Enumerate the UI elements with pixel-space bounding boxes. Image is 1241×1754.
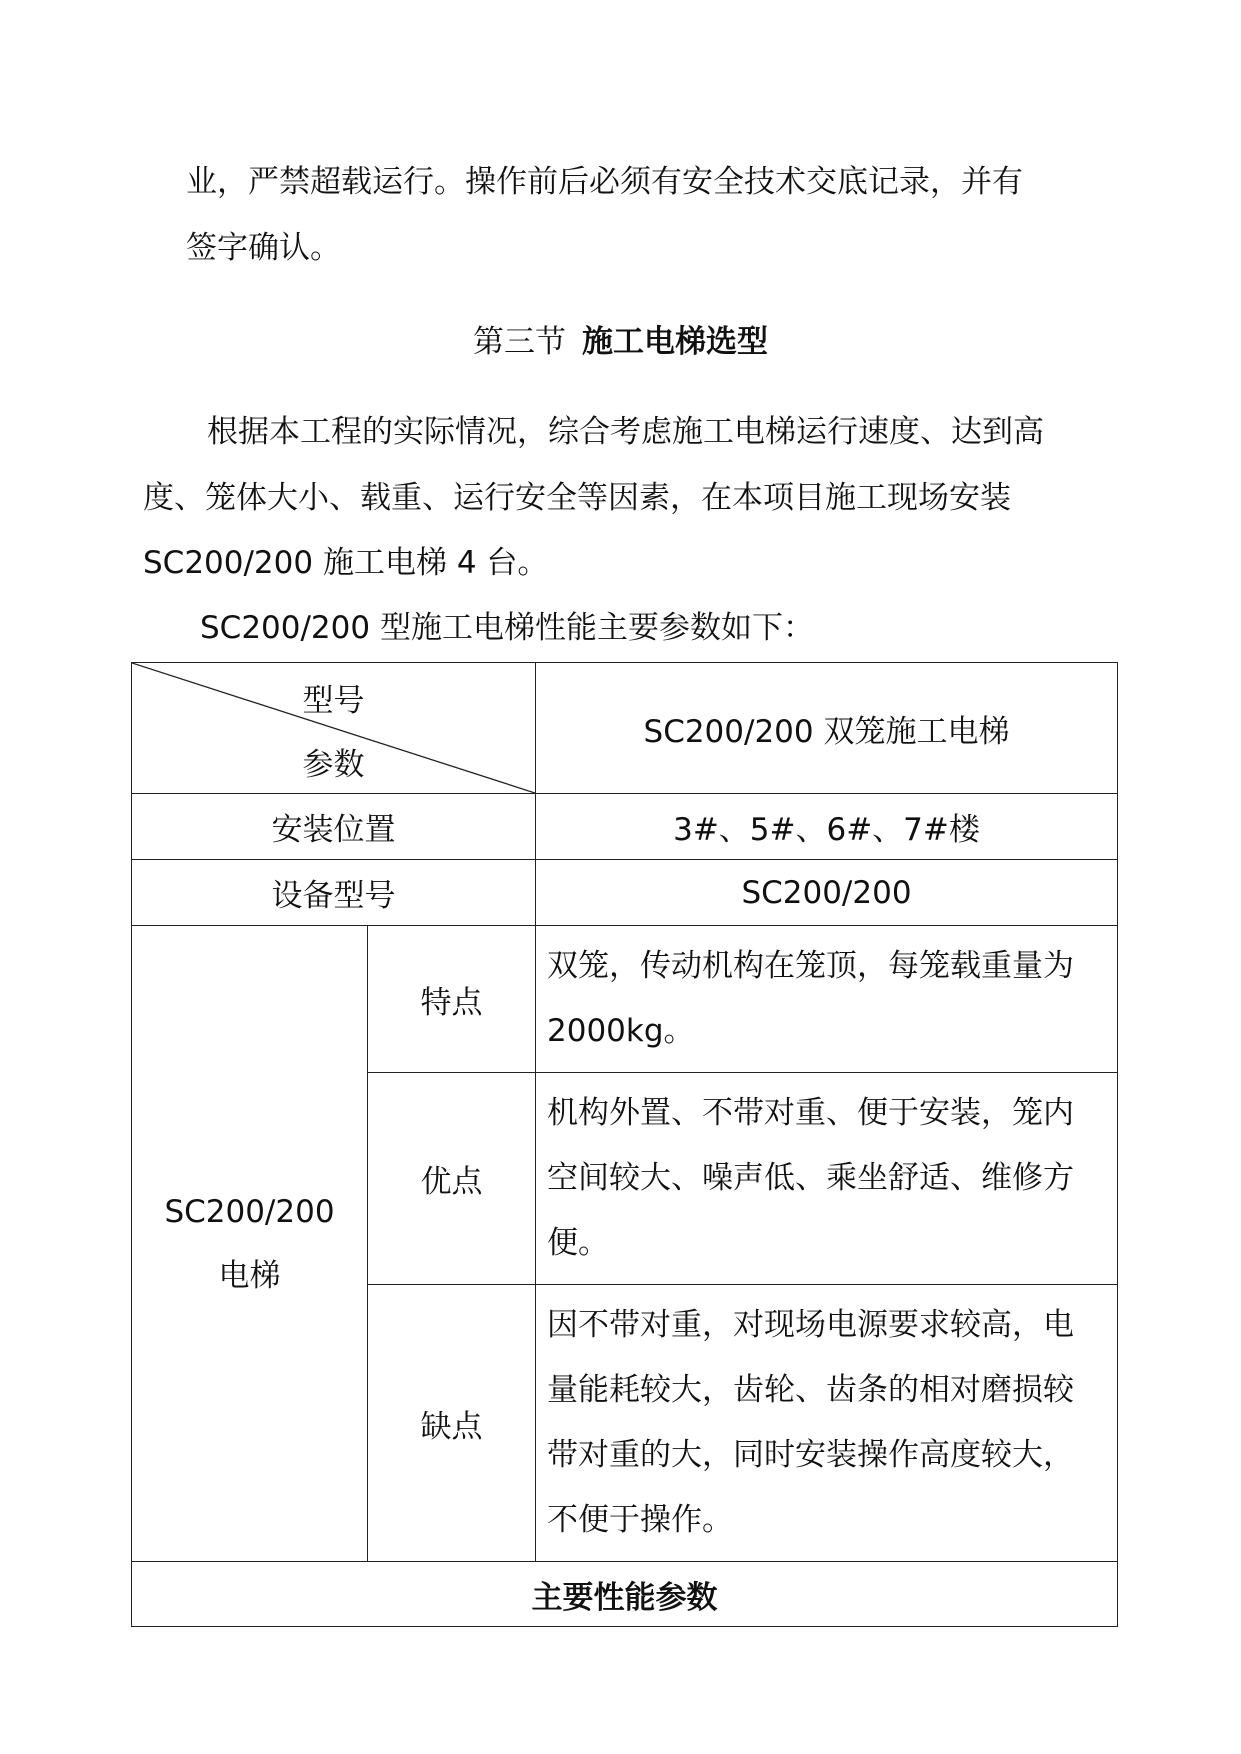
table-row <box>132 926 1118 1073</box>
install-location-value: 3#、5#、6#、7#楼 <box>536 794 1118 860</box>
text-line: 机构外置、不带对重、便于安装，笼内 <box>547 1095 1074 1131</box>
group-label-line-2: 电梯 <box>218 1257 281 1294</box>
feature-text <box>536 926 1118 1073</box>
table-row <box>132 794 1118 860</box>
disadvantage-text <box>536 1285 1118 1562</box>
install-location-label: 安装位置 <box>132 794 536 860</box>
intro-line-2: 签字确认。 <box>186 230 341 266</box>
disadvantage-label: 缺点 <box>368 1285 536 1562</box>
text-line: 2000kg。 <box>547 1013 695 1049</box>
spec-table <box>131 662 1118 1627</box>
equipment-model-value: SC200/200 <box>536 860 1118 926</box>
paragraph-line-3: SC200/200 施工电梯 4 台。 <box>143 545 549 581</box>
text-line: 便。 <box>547 1225 609 1261</box>
paragraph-line-1: 根据本工程的实际情况，综合考虑施工电梯运行速度、达到高 <box>207 414 1044 450</box>
diag-label-params: 参数 <box>302 747 365 783</box>
equipment-model-label: 设备型号 <box>132 860 536 926</box>
table-footer-row <box>132 1562 1118 1627</box>
table-caption: SC200/200 型施工电梯性能主要参数如下： <box>200 610 814 646</box>
table-row <box>132 860 1118 926</box>
text-line: 空间较大、噪声低、乘坐舒适、维修方 <box>547 1160 1074 1196</box>
text-line: 因不带对重，对现场电源要求较高，电 <box>547 1307 1074 1343</box>
intro-line-1: 业，严禁超载运行。操作前后必须有安全技术交底记录，并有 <box>186 164 1023 200</box>
group-label-line-1: SC200/200 <box>164 1193 335 1230</box>
section-heading <box>0 322 1241 362</box>
text-line: 量能耗较大，齿轮、齿条的相对磨损较 <box>547 1372 1074 1408</box>
text-line: 不便于操作。 <box>547 1502 733 1538</box>
advantage-label: 优点 <box>368 1073 536 1285</box>
feature-label: 特点 <box>368 926 536 1073</box>
section-title: 施工电梯选型 <box>582 324 768 360</box>
paragraph-line-2: 度、笼体大小、载重、运行安全等因素，在本项目施工现场安装 <box>143 480 1011 516</box>
model-name-cell: SC200/200 双笼施工电梯 <box>536 663 1118 794</box>
advantage-text <box>536 1073 1118 1285</box>
diag-label-model: 型号 <box>302 683 365 719</box>
table-header-row <box>132 663 1118 794</box>
elevator-group-label <box>132 926 368 1562</box>
text-line: 双笼，传动机构在笼顶，每笼载重量为 <box>547 948 1074 984</box>
main-performance-params-heading: 主要性能参数 <box>132 1562 1118 1627</box>
diagonal-header-cell <box>132 663 536 794</box>
text-line: 带对重的大，同时安装操作高度较大， <box>547 1437 1074 1473</box>
section-number: 第三节 <box>473 324 566 360</box>
